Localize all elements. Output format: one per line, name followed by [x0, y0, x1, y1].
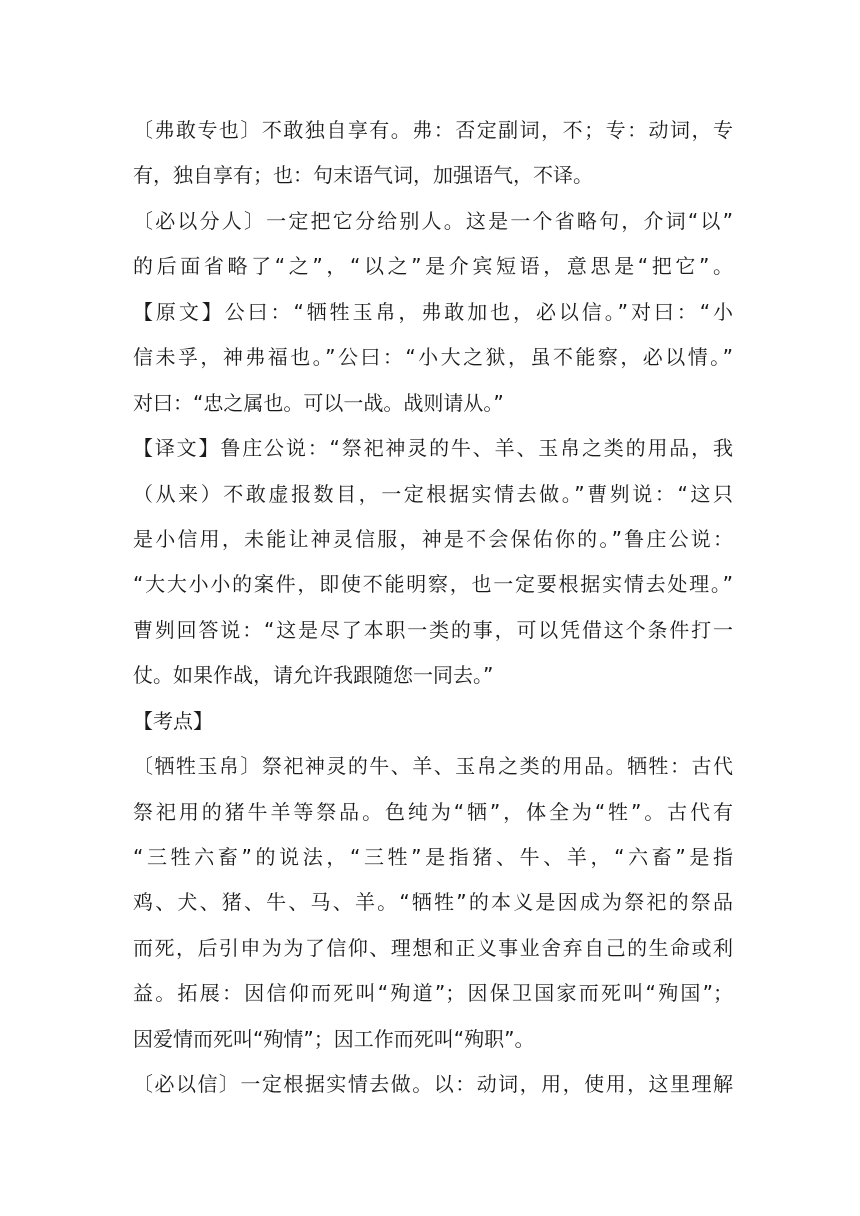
text-line: 而死，后引申为为了信仰、理想和正义事业舍弃自己的生命或利: [133, 935, 733, 960]
text-line: 鸡、犬、猪、牛、马、羊。“牺牲”的本义是因成为祭祀的祭品: [133, 890, 733, 915]
text-line: 信未孚，神弗福也。”公曰：“小大之狱，虽不能察，必以情。”: [133, 345, 733, 370]
text-line: “三牲六畜”的说法，“三牲”是指猪、牛、羊，“六畜”是指: [133, 845, 733, 869]
text-line: 【译文】鲁庄公说：“祭祀神灵的牛、羊、玉帛之类的用品，我: [133, 436, 733, 461]
text-line: 〔弗敢专也〕不敢独自享有。弗：否定副词，不；专：动词，专: [133, 118, 733, 142]
text-line: 祭祀用的猪牛羊等祭品。色纯为“牺”，体全为“牲”。古代有: [133, 799, 733, 824]
text-line: 的后面省略了“之”，“以之”是介宾短语，意思是“把它”。: [133, 254, 733, 279]
text-line: 对曰：“忠之属也。可以一战。战则请从。”: [133, 390, 504, 415]
text-line: 〔牺牲玉帛〕祭祀神灵的牛、羊、玉帛之类的用品。牺牲：古代: [133, 754, 733, 779]
text-line: 【原文】公曰：“牺牲玉帛，弗敢加也，必以信。”对曰：“小: [133, 299, 733, 324]
text-line: 曹刿回答说：“这是尽了本职一类的事，可以凭借这个条件打一: [133, 617, 733, 642]
text-line: 益。拓展：因信仰而死叫“殉道”；因保卫国家而死叫“殉国”；: [133, 981, 733, 1006]
text-line: 是小信用，未能让神灵信服，神是不会保佑你的。”鲁庄公说：: [133, 526, 733, 551]
text-line: 有，独自享有；也：句末语气词，加强语气，不译。: [133, 163, 593, 188]
text-line: “大大小小的案件，即使不能明察，也一定要根据实情去处理。”: [133, 572, 733, 597]
text-line: 〔必以分人〕一定把它分给别人。这是一个省略句，介词“以”: [133, 208, 733, 233]
text-line: （从来）不敢虚报数目，一定根据实情去做。”曹刿说：“这只: [133, 481, 733, 506]
text-line: 【考点】: [133, 708, 213, 733]
text-line: 仗。如果作战，请允许我跟随您一同去。”: [133, 663, 494, 688]
document-body: [133, 108, 733, 1108]
text-line: 因爱情而死叫“殉情”；因工作而死叫“殉职”。: [133, 1026, 535, 1051]
text-line: 〔必以信〕一定根据实情去做。以：动词，用，使用，这里理解: [133, 1072, 733, 1097]
